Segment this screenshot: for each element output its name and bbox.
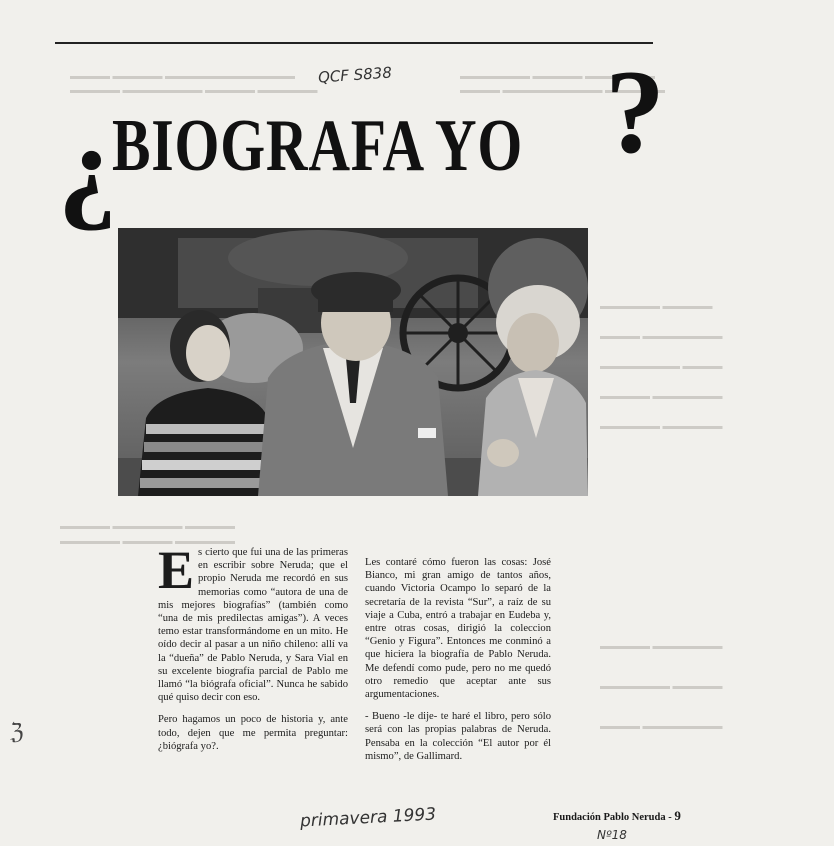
paragraph-2: Pero hagamos un poco de historia y, ante todo, dejen que me permita preguntar: ¿biógrafa yo?.: [158, 714, 348, 752]
paragraph-1: [158, 540, 348, 704]
headline: BIOGRAFA YO: [112, 105, 524, 187]
margin-mark: ℨ: [10, 720, 24, 745]
photo-illustration: [118, 228, 588, 496]
column-left: [158, 540, 348, 762]
photograph: [118, 228, 588, 496]
header-rule: [55, 42, 653, 44]
page-number: 9: [674, 808, 681, 823]
paragraph-1-text: s cierto que fui una de las primeras en escribir sobre Neruda; que el propio Neruda me recordó en sus memorias como “autora de una de mis mejores biografías” (también como “una de mis predilectas amigas”). A veces temo estar transformándome en un mito. He oído decir al pasar a un niño chileno: allí va la “dueña” de Pablo Neruda, y Sara Vial en su excelente biografía parcial de Pablo me llamó “la biógrafa oficial”. Nunca he sabido qué quiso decir con eso.: [158, 547, 348, 704]
paragraph-3: Les contaré cómo fueron las cosas: José Bianco, mi gran amigo de tantos años, cuando Victoria Ocampo lo separó de la secretaría de la revista “Sur”, a raíz de su viaje a Cuba, entró a trabajar en Eudeba y, entre otras cosas, dirigió la coleccion “Genio y Figura”. Entonces me conminó a que hiciera la biografía de Pablo Neruda. Me defendí como pude, pero no me quedó otro remedio que aceptar ante sus argumentaciones.: [365, 557, 551, 701]
handwritten-season-year: primavera 1993: [299, 804, 437, 832]
paragraph-4: - Bueno -le dije- te haré el libro, pero sólo será con las propias palabras de Neruda. Pensaba en la colección “El autor por él mismo”, de Gallimard.: [365, 711, 551, 762]
footer-publisher: Fundación Pablo Neruda -: [553, 812, 672, 823]
catalog-annotation: QCF S838: [317, 63, 393, 87]
column-right: [365, 556, 551, 772]
drop-cap: E: [158, 540, 195, 600]
handwritten-issue: Nº18: [597, 828, 627, 842]
magazine-page: ▬▬▬▬ ▬▬▬▬▬ ▬▬▬▬▬▬▬▬▬▬▬▬▬ ▬▬▬▬▬ ▬▬▬▬▬▬▬▬ ▬▬▬▬▬ ▬▬▬▬▬▬ ▬▬▬▬▬▬▬ ▬▬▬▬▬ ▬▬▬▬▬▬▬ ▬▬▬▬ ▬▬▬▬▬▬▬▬▬▬ ▬▬▬▬▬▬ ▬▬▬▬▬▬ ▬▬▬▬▬ ▬▬▬▬ ▬▬▬▬▬▬▬▬ ▬▬▬▬▬▬▬▬ ▬▬▬▬ ▬▬▬▬▬ ▬▬▬▬▬▬▬ ▬▬▬▬▬▬ ▬▬▬▬▬▬ ▬▬▬▬▬ ▬▬▬▬▬▬▬ ▬▬▬▬▬▬▬ ▬▬▬▬▬ ▬▬▬▬ ▬▬▬▬▬▬▬▬ ▬▬▬▬▬ ▬▬▬▬▬▬▬ ▬▬▬▬▬ ▬▬▬▬▬▬ ▬▬▬▬▬ ▬▬▬▬▬▬ QCF S838 ¿ BIOGRAFA YO ? E s cierto que fui una de las primeras en escribir sobre Neruda; que el propio Neruda me recordó en sus memorias como “autora de una de mis mejores biografías” (también como “una de mis predilectas amigas”). A veces temo estar transformándome en un mito. He oído decir al pasar a un niño chileno: allí va la “dueña” de Pablo Neruda, y Sara Vial en su excelente biografía parcial de Pablo me llamó “la biógrafa oficial”. Nunca he sabido qué quiso decir con eso. Pero hagamos un poco de historia y, ante todo, dejen que me permita preguntar: ¿biógrafa yo?. Les contaré cómo fueron las cosas: José Bianco, mi gran amigo de tantos años, cuando Victoria Ocampo lo separó de la secretaría de la revista “Sur”, a raíz de su viaje a Cuba, entró a trabajar en Eudeba y, entre otras cosas, dirigió la coleccion “Genio y Figura”. Entonces me conminó a que hiciera la biografía de Pablo Neruda. Me defendí como pude, pero no me quedó otro remedio que aceptar ante sus argumentaciones. - Bueno -le dije- te haré el libro, pero sólo será con las propias palabras de Neruda. Pensaba en la colección “El autor por él mismo”, de Gallimard. primavera 1993 Nº18 Fundación Pablo Neruda - 9 ℨ: [0, 0, 834, 846]
inverted-question-mark: ¿: [58, 101, 117, 232]
question-mark: ?: [605, 45, 665, 178]
footer: [553, 808, 681, 824]
